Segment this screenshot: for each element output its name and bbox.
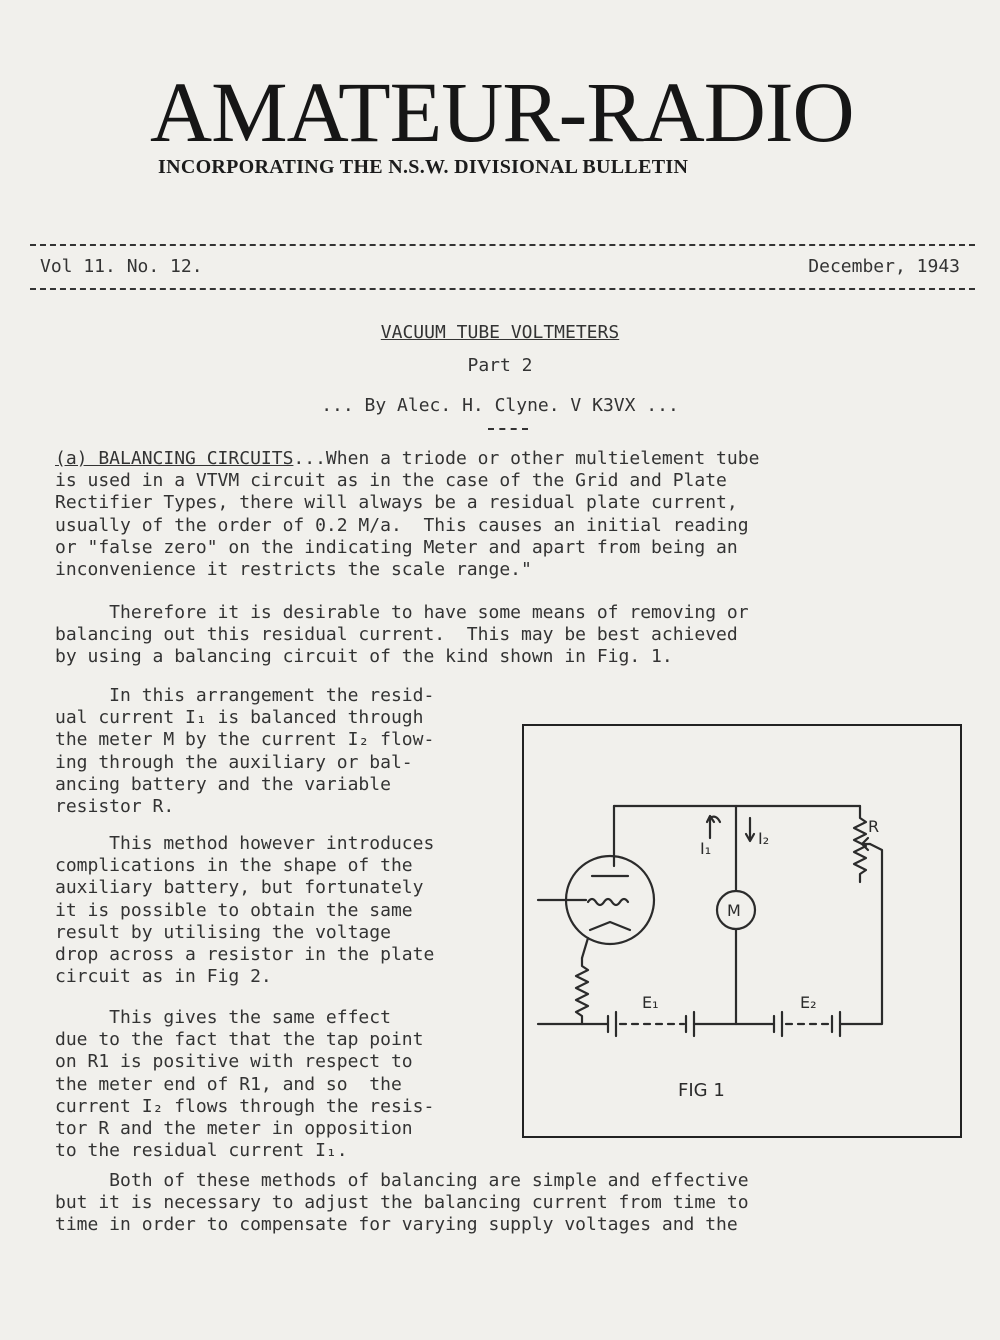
volume-number: Vol 11. No. 12. [40, 256, 203, 277]
byline-rule [488, 428, 528, 430]
issue-date: December, 1943 [808, 256, 960, 277]
article-part: Part 2 [467, 355, 533, 376]
masthead-subtitle: INCORPORATING THE N.S.W. DIVISIONAL BULLETIN [158, 156, 689, 178]
divider-top [30, 244, 975, 246]
battery-e2-cell-b [832, 1012, 840, 1036]
section-heading: (a) BALANCING CIRCUITS [55, 448, 294, 469]
figure-1 [522, 724, 962, 1138]
label-r: R [868, 817, 880, 836]
cathode-lead [582, 938, 588, 958]
masthead-title: AMATEUR-RADIO [150, 64, 854, 160]
paragraph-1 [55, 448, 759, 581]
article-title: VACUUM TUBE VOLTMETERS [380, 322, 620, 343]
battery-e1-cell-b [686, 1012, 694, 1036]
label-i1: I₁ [700, 839, 712, 858]
paragraph-5: This gives the same effect due to the fact that the tap point on R1 is positive with respect to the meter end of R1, and so the current I₂ flows through the resis- tor R and the meter in opposition to the residual current I₁. [55, 1007, 435, 1162]
divider-bottom [30, 288, 975, 290]
circuit-diagram [524, 726, 960, 1136]
label-e1: E₁ [642, 993, 659, 1012]
battery-e1-cell-a [608, 1012, 616, 1036]
paragraph-3: In this arrangement the resid- ual current I₁ is balanced through the meter M by the current I₂ flow- ing through the auxiliary or bal- ancing battery and the variable resistor R. [55, 685, 435, 818]
tube-cathode [590, 922, 630, 930]
paragraph-4: This method however introduces complications in the shape of the auxiliary battery, but fortunately it is possible to obtain the same result by utilising the voltage drop across a resistor in the plate circuit as in Fig 2. [55, 833, 435, 988]
label-e2: E₂ [800, 993, 817, 1012]
label-i2: I₂ [758, 829, 770, 848]
cathode-resistor [576, 958, 588, 1024]
paragraph-6: Both of these methods of balancing are simple and effective but it is necessary to adjust the balancing current from time to time in order to compensate for varying supply voltages and the [55, 1170, 749, 1236]
battery-e2-cell-a [774, 1012, 782, 1036]
article-byline: ... By Alec. H. Clyne. V K3VX ... [321, 395, 679, 416]
paragraph-2: Therefore it is desirable to have some means of removing or balancing out this residual current. This may be best achieved by using a balancing circuit of the kind shown in Fig. 1. [55, 602, 749, 668]
figure-caption: FIG 1 [678, 1080, 725, 1101]
right-return-wire [840, 844, 882, 1024]
paragraph-1-lead: ...When a triode or other multielement tube [293, 448, 760, 469]
label-m: M [727, 901, 741, 920]
tube-grid [588, 899, 628, 905]
paragraph-1-body: is used in a VTVM circuit as in the case of the Grid and Plate Rectifier Types, there will always be a residual plate current, usually of the order of 0.2 M/a. This causes an initial reading or "false zero" on the indicating Meter and apart from being an inconvenience it restricts the scale range." [55, 470, 749, 581]
